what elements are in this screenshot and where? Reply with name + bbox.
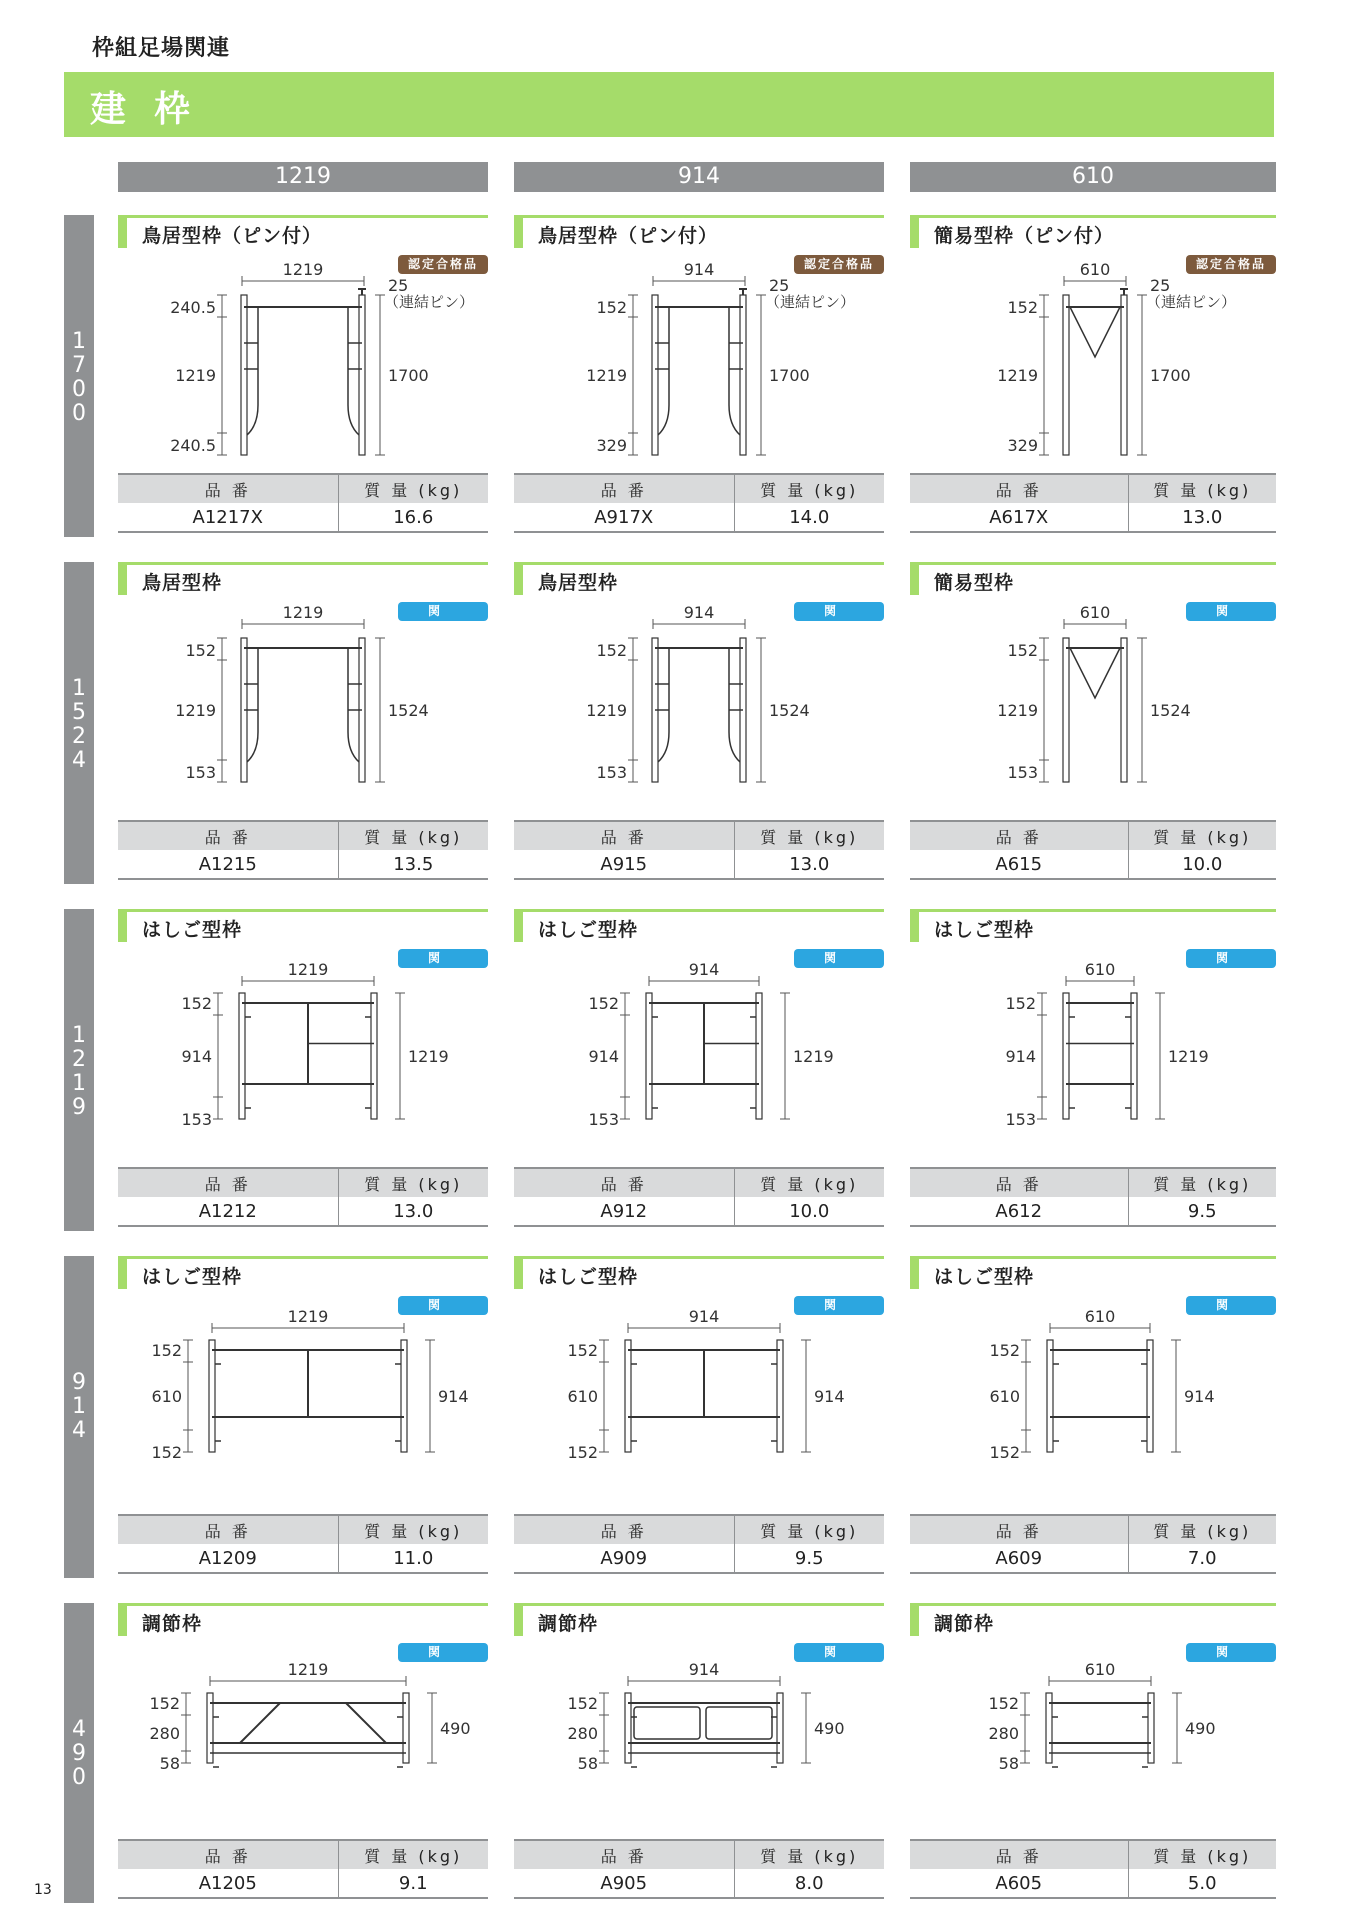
- frame-type-title: はしご型枠: [934, 919, 1035, 941]
- dimension-label: 152: [596, 298, 627, 317]
- dimension-label: 610: [1084, 960, 1116, 979]
- part-number-header: 品 番: [910, 474, 1128, 503]
- spec-header-row: [118, 1515, 488, 1544]
- frame-card: [514, 215, 884, 537]
- part-number: A615: [910, 850, 1128, 879]
- weight-value: 10.0: [1128, 850, 1276, 879]
- frame-diagram: [514, 1603, 884, 1843]
- spec-header-row: [118, 1168, 488, 1197]
- frame-diagram: [910, 1256, 1276, 1518]
- dimension-label: 1219: [282, 603, 324, 622]
- part-number-header: 品 番: [910, 1168, 1128, 1197]
- dimension-label: 240.5: [170, 436, 216, 455]
- spec-header-row: [118, 821, 488, 850]
- part-number-header: 品 番: [514, 1168, 734, 1197]
- row-label-bar: [64, 562, 94, 884]
- frame-type-title: 簡易型枠: [934, 572, 1015, 594]
- frame-type-title: はしご型枠: [538, 1266, 639, 1288]
- frame-drawing: [586, 260, 855, 455]
- dimension-label: 1219: [997, 701, 1038, 720]
- weight-value: 9.5: [734, 1544, 884, 1573]
- weight-value: 5.0: [1128, 1869, 1276, 1898]
- dimension-label: 490: [1185, 1719, 1216, 1738]
- dimension-label: 1219: [287, 1307, 329, 1326]
- part-number: A1217X: [118, 503, 338, 532]
- dimension-label: 1700: [769, 366, 810, 385]
- spec-header-row: [910, 1168, 1276, 1197]
- weight-header: 質 量 (kg): [338, 1168, 488, 1197]
- frame-drawing: [567, 1307, 844, 1462]
- spec-table: [118, 820, 488, 880]
- certified-badge: 認定合格品: [1186, 255, 1276, 274]
- kanto-badge: 関東: [794, 1296, 884, 1315]
- spec-header-row: [514, 821, 884, 850]
- frame-drawing: [586, 603, 809, 782]
- kanto-badge: 関東: [794, 602, 884, 621]
- frame-drawing: [997, 603, 1190, 782]
- frame-card: [910, 562, 1276, 884]
- dimension-label: 914: [688, 1307, 720, 1326]
- dimension-label: 610: [567, 1387, 598, 1406]
- dimension-label: 490: [440, 1719, 471, 1738]
- dimension-label: 25: [1150, 276, 1171, 295]
- weight-value: 11.0: [338, 1544, 488, 1573]
- kanto-badge: 関東: [398, 949, 488, 968]
- dimension-label: 153: [1005, 1110, 1036, 1129]
- dimension-label: 610: [1084, 1307, 1116, 1326]
- dimension-label: 1700: [388, 366, 429, 385]
- spec-value-row: [118, 850, 488, 879]
- dimension-label: 153: [596, 763, 627, 782]
- dimension-label: 152: [596, 641, 627, 660]
- weight-header: 質 量 (kg): [734, 1840, 884, 1869]
- dimension-label: 152: [151, 1341, 182, 1360]
- frame-drawing: [181, 960, 448, 1129]
- spec-value-row: [910, 1197, 1276, 1226]
- spec-value-row: [118, 1197, 488, 1226]
- frame-type-title: 調節枠: [538, 1613, 599, 1635]
- spec-value-row: [514, 850, 884, 879]
- kanto-badge: 関東: [1186, 1643, 1276, 1662]
- dimension-label: 280: [567, 1724, 598, 1743]
- dimension-label: 914: [438, 1387, 469, 1406]
- weight-value: 9.5: [1128, 1197, 1276, 1226]
- part-number-header: 品 番: [910, 821, 1128, 850]
- frame-diagram: [514, 1256, 884, 1518]
- frame-card: [118, 562, 488, 884]
- frame-card: [910, 1256, 1276, 1578]
- frame-type-title: はしご型枠: [142, 919, 243, 941]
- part-number: A617X: [910, 503, 1128, 532]
- dimension-label: 152: [567, 1341, 598, 1360]
- spec-table: [910, 1514, 1276, 1574]
- frame-card: [118, 215, 488, 537]
- spec-table: [118, 1514, 488, 1574]
- weight-value: 13.0: [1128, 503, 1276, 532]
- dimension-label: 152: [149, 1694, 180, 1713]
- part-number-header: 品 番: [514, 474, 734, 503]
- frame-card: [910, 909, 1276, 1231]
- spec-table: [910, 1167, 1276, 1227]
- dimension-label: 914: [683, 260, 715, 279]
- dimension-label: 152: [1005, 994, 1036, 1013]
- spec-value-row: [514, 503, 884, 532]
- weight-header: 質 量 (kg): [1128, 1840, 1276, 1869]
- weight-value: 14.0: [734, 503, 884, 532]
- frame-drawing: [997, 260, 1236, 455]
- dimension-label: 58: [998, 1754, 1019, 1773]
- weight-value: 13.0: [338, 1197, 488, 1226]
- part-number-header: 品 番: [514, 1840, 734, 1869]
- part-number: A905: [514, 1869, 734, 1898]
- dimension-label: 329: [596, 436, 627, 455]
- frame-drawing: [988, 1660, 1215, 1773]
- frame-type-title: 鳥居型枠: [538, 572, 619, 594]
- dimension-label: 490: [814, 1719, 845, 1738]
- pin-note: （連結ピン）: [384, 293, 475, 311]
- spec-table: [514, 1514, 884, 1574]
- dimension-label: 280: [988, 1724, 1019, 1743]
- frame-type-title: 調節枠: [934, 1613, 995, 1635]
- spec-value-row: [514, 1544, 884, 1573]
- dimension-label: 914: [1184, 1387, 1215, 1406]
- dimension-label: 610: [1079, 603, 1111, 622]
- frame-card: [910, 215, 1276, 537]
- frame-drawing: [588, 960, 833, 1129]
- row-label-bar: [64, 1603, 94, 1903]
- dimension-label: 1524: [388, 701, 429, 720]
- weight-header: 質 量 (kg): [338, 474, 488, 503]
- dimension-label: 152: [588, 994, 619, 1013]
- spec-value-row: [118, 1869, 488, 1898]
- dimension-label: 914: [683, 603, 715, 622]
- kanto-badge: 関東: [398, 1643, 488, 1662]
- dimension-label: 1219: [586, 366, 627, 385]
- spec-header-row: [514, 1515, 884, 1544]
- spec-table: [514, 1839, 884, 1899]
- dimension-label: 914: [814, 1387, 845, 1406]
- weight-value: 16.6: [338, 503, 488, 532]
- frame-drawing: [989, 1307, 1214, 1462]
- pin-note: （連結ピン）: [1146, 293, 1237, 311]
- dimension-label: 152: [567, 1443, 598, 1462]
- row-label: 1 7 0 0: [72, 329, 86, 426]
- frame-diagram: [910, 1603, 1276, 1843]
- column-header-2: 610: [910, 162, 1276, 192]
- dimension-label: 1700: [1150, 366, 1191, 385]
- weight-value: 13.0: [734, 850, 884, 879]
- dimension-label: 1219: [282, 260, 324, 279]
- frame-drawing: [567, 1660, 844, 1773]
- weight-header: 質 量 (kg): [734, 1168, 884, 1197]
- row-label: 9 1 4: [72, 1370, 86, 1443]
- kanto-badge: 関東: [398, 1296, 488, 1315]
- part-number-header: 品 番: [118, 821, 338, 850]
- dimension-label: 152: [151, 1443, 182, 1462]
- part-number-header: 品 番: [118, 1168, 338, 1197]
- frame-diagram: [910, 909, 1276, 1171]
- weight-value: 7.0: [1128, 1544, 1276, 1573]
- frame-type-title: 鳥居型枠: [142, 572, 223, 594]
- kanto-badge: 関東: [794, 1643, 884, 1662]
- dimension-label: 152: [185, 641, 216, 660]
- dimension-label: 914: [588, 1047, 619, 1066]
- dimension-label: 25: [769, 276, 790, 295]
- part-number: A1215: [118, 850, 338, 879]
- part-number: A912: [514, 1197, 734, 1226]
- frame-card: [118, 1603, 488, 1903]
- spec-table: [910, 820, 1276, 880]
- frame-diagram: [514, 562, 884, 824]
- spec-table: [514, 1167, 884, 1227]
- part-number: A605: [910, 1869, 1128, 1898]
- frame-drawing: [149, 1660, 470, 1773]
- dimension-label: 1219: [175, 366, 216, 385]
- frame-type-title: 鳥居型枠（ピン付）: [142, 225, 323, 247]
- certified-badge: 認定合格品: [794, 255, 884, 274]
- dimension-label: 153: [181, 1110, 212, 1129]
- part-number-header: 品 番: [118, 1515, 338, 1544]
- row-label-bar: [64, 909, 94, 1231]
- certified-badge: 認定合格品: [398, 255, 488, 274]
- frame-type-title: はしご型枠: [538, 919, 639, 941]
- weight-header: 質 量 (kg): [1128, 821, 1276, 850]
- dimension-label: 610: [1084, 1660, 1116, 1679]
- spec-header-row: [118, 474, 488, 503]
- spec-header-row: [514, 474, 884, 503]
- dimension-label: 1219: [1168, 1047, 1209, 1066]
- spec-table: [910, 473, 1276, 533]
- dimension-label: 610: [1079, 260, 1111, 279]
- part-number: A612: [910, 1197, 1128, 1226]
- category-heading: 枠組足場関連: [92, 36, 231, 61]
- spec-table: [514, 473, 884, 533]
- weight-header: 質 量 (kg): [734, 474, 884, 503]
- spec-value-row: [118, 503, 488, 532]
- spec-table: [514, 820, 884, 880]
- spec-table: [910, 1839, 1276, 1899]
- frame-drawing: [1005, 960, 1208, 1129]
- spec-header-row: [118, 1840, 488, 1869]
- weight-value: 13.5: [338, 850, 488, 879]
- frame-diagram: [118, 909, 488, 1171]
- spec-header-row: [910, 474, 1276, 503]
- frame-type-title: はしご型枠: [142, 1266, 243, 1288]
- dimension-label: 1219: [586, 701, 627, 720]
- kanto-badge: 関東: [1186, 949, 1276, 968]
- dimension-label: 152: [988, 1694, 1019, 1713]
- row-label: 1 2 1 9: [72, 1023, 86, 1120]
- dimension-label: 152: [1007, 641, 1038, 660]
- dimension-label: 1219: [287, 960, 329, 979]
- banner-title: 建枠: [90, 89, 219, 130]
- dimension-label: 153: [588, 1110, 619, 1129]
- dimension-label: 914: [1005, 1047, 1036, 1066]
- frame-card: [118, 1256, 488, 1578]
- spec-value-row: [910, 503, 1276, 532]
- row-label-bar: [64, 1256, 94, 1578]
- dimension-label: 914: [181, 1047, 212, 1066]
- kanto-badge: 関東: [794, 949, 884, 968]
- dimension-label: 152: [989, 1443, 1020, 1462]
- dimension-label: 58: [577, 1754, 598, 1773]
- spec-table: [118, 1167, 488, 1227]
- part-number: A1205: [118, 1869, 338, 1898]
- frame-card: [514, 562, 884, 884]
- weight-value: 8.0: [734, 1869, 884, 1898]
- dimension-label: 152: [1007, 298, 1038, 317]
- spec-value-row: [514, 1869, 884, 1898]
- frame-diagram: [118, 1603, 488, 1843]
- spec-value-row: [118, 1544, 488, 1573]
- part-number: A1212: [118, 1197, 338, 1226]
- dimension-label: 1219: [287, 1660, 329, 1679]
- weight-value: 10.0: [734, 1197, 884, 1226]
- frame-diagram: [118, 215, 488, 477]
- frame-drawing: [175, 603, 428, 782]
- frame-diagram: [118, 1256, 488, 1518]
- section-banner: [64, 72, 1274, 137]
- spec-value-row: [910, 850, 1276, 879]
- dimension-label: 280: [149, 1724, 180, 1743]
- frame-type-title: 簡易型枠（ピン付）: [934, 225, 1115, 247]
- weight-value: 9.1: [338, 1869, 488, 1898]
- weight-header: 質 量 (kg): [734, 821, 884, 850]
- weight-header: 質 量 (kg): [1128, 1515, 1276, 1544]
- spec-value-row: [910, 1869, 1276, 1898]
- frame-diagram: [910, 215, 1276, 477]
- dimension-label: 914: [688, 960, 720, 979]
- spec-header-row: [910, 821, 1276, 850]
- frame-drawing: [170, 260, 474, 455]
- dimension-label: 240.5: [170, 298, 216, 317]
- pin-note: （連結ピン）: [765, 293, 856, 311]
- frame-diagram: [514, 909, 884, 1171]
- spec-table: [118, 1839, 488, 1899]
- spec-value-row: [910, 1544, 1276, 1573]
- part-number-header: 品 番: [910, 1515, 1128, 1544]
- part-number: A917X: [514, 503, 734, 532]
- page-number: 13: [34, 1882, 52, 1898]
- frame-type-title: はしご型枠: [934, 1266, 1035, 1288]
- dimension-label: 152: [181, 994, 212, 1013]
- dimension-label: 329: [1007, 436, 1038, 455]
- part-number-header: 品 番: [118, 1840, 338, 1869]
- part-number: A609: [910, 1544, 1128, 1573]
- frame-type-title: 調節枠: [142, 1613, 203, 1635]
- dimension-label: 1524: [769, 701, 810, 720]
- spec-header-row: [910, 1840, 1276, 1869]
- weight-header: 質 量 (kg): [338, 1840, 488, 1869]
- dimension-label: 1524: [1150, 701, 1191, 720]
- row-label: 1 5 2 4: [72, 676, 86, 773]
- dimension-label: 25: [388, 276, 409, 295]
- row-label-bar: [64, 215, 94, 537]
- frame-card: [118, 909, 488, 1231]
- dimension-label: 58: [159, 1754, 180, 1773]
- row-label: 4 9 0: [72, 1717, 86, 1790]
- frame-diagram: [910, 562, 1276, 824]
- dimension-label: 153: [1007, 763, 1038, 782]
- frame-diagram: [514, 215, 884, 477]
- frame-card: [514, 909, 884, 1231]
- weight-header: 質 量 (kg): [338, 1515, 488, 1544]
- frame-card: [514, 1603, 884, 1903]
- spec-value-row: [514, 1197, 884, 1226]
- kanto-badge: 関東: [1186, 602, 1276, 621]
- part-number: A915: [514, 850, 734, 879]
- spec-header-row: [514, 1168, 884, 1197]
- spec-header-row: [910, 1515, 1276, 1544]
- dimension-label: 1219: [408, 1047, 449, 1066]
- kanto-badge: 関東: [398, 602, 488, 621]
- column-header-0: 1219: [118, 162, 488, 192]
- weight-header: 質 量 (kg): [1128, 1168, 1276, 1197]
- spec-table: [118, 473, 488, 533]
- dimension-label: 152: [567, 1694, 598, 1713]
- weight-header: 質 量 (kg): [1128, 474, 1276, 503]
- dimension-label: 610: [989, 1387, 1020, 1406]
- dimension-label: 1219: [997, 366, 1038, 385]
- dimension-label: 914: [688, 1660, 720, 1679]
- dimension-label: 1219: [175, 701, 216, 720]
- part-number: A1209: [118, 1544, 338, 1573]
- kanto-badge: 関東: [1186, 1296, 1276, 1315]
- part-number-header: 品 番: [514, 821, 734, 850]
- frame-drawing: [151, 1307, 468, 1462]
- frame-diagram: [118, 562, 488, 824]
- weight-header: 質 量 (kg): [734, 1515, 884, 1544]
- dimension-label: 152: [989, 1341, 1020, 1360]
- dimension-label: 153: [185, 763, 216, 782]
- spec-header-row: [514, 1840, 884, 1869]
- frame-card: [514, 1256, 884, 1578]
- dimension-label: 610: [151, 1387, 182, 1406]
- column-header-1: 914: [514, 162, 884, 192]
- weight-header: 質 量 (kg): [338, 821, 488, 850]
- dimension-label: 1219: [793, 1047, 834, 1066]
- part-number: A909: [514, 1544, 734, 1573]
- part-number-header: 品 番: [118, 474, 338, 503]
- frame-type-title: 鳥居型枠（ピン付）: [538, 225, 719, 247]
- part-number-header: 品 番: [910, 1840, 1128, 1869]
- part-number-header: 品 番: [514, 1515, 734, 1544]
- frame-card: [910, 1603, 1276, 1903]
